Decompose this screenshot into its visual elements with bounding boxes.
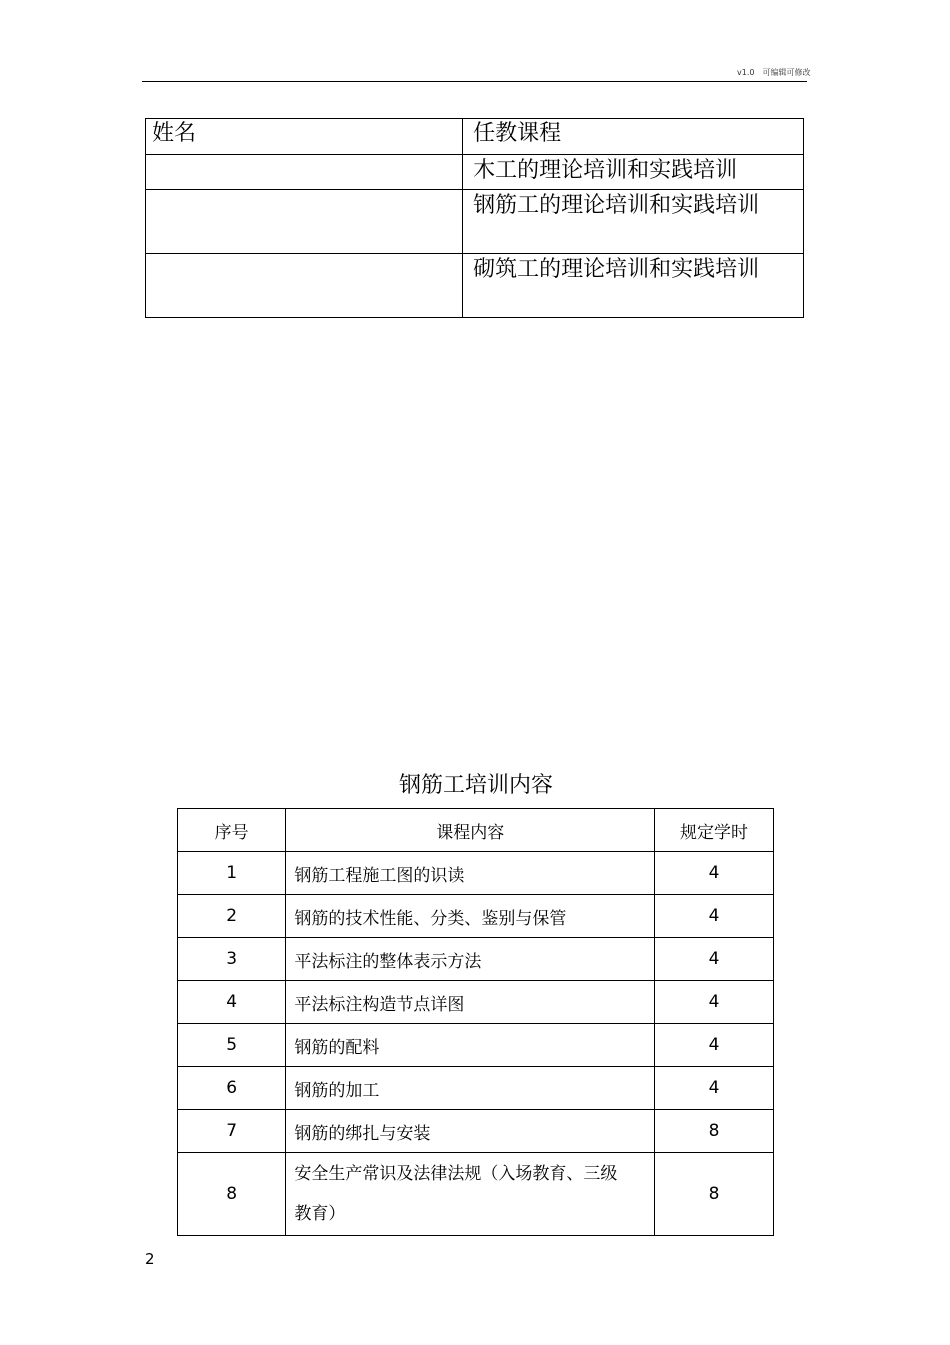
- course-no-cell: 7: [178, 1110, 286, 1153]
- course-content-cell: 平法标注的整体表示方法: [286, 938, 655, 981]
- course-hours-cell: 4: [655, 1067, 774, 1110]
- course-content-cell: 钢筋的加工: [286, 1067, 655, 1110]
- course-hours-cell: 4: [655, 938, 774, 981]
- course-content-cell: 钢筋工程施工图的识读: [286, 852, 655, 895]
- teacher-name-cell: [146, 190, 463, 254]
- course-header-content: 课程内容: [286, 809, 655, 852]
- header-rule: [142, 81, 807, 82]
- table-row: [178, 852, 774, 895]
- course-no-cell: 4: [178, 981, 286, 1024]
- table-row: [178, 938, 774, 981]
- course-content-cell: 钢筋的技术性能、分类、鉴别与保管: [286, 895, 655, 938]
- course-header-no: 序号: [178, 809, 286, 852]
- table-row: [146, 254, 804, 318]
- course-no-cell: 6: [178, 1067, 286, 1110]
- course-no-cell: 3: [178, 938, 286, 981]
- course-hours-cell: 8: [655, 1110, 774, 1153]
- teacher-table-header-row: [146, 119, 804, 155]
- teacher-name-cell: [146, 155, 463, 190]
- teacher-header-course: 任教课程: [463, 119, 804, 155]
- table-row: [178, 981, 774, 1024]
- course-no-cell: 5: [178, 1024, 286, 1067]
- table-row: [178, 1067, 774, 1110]
- course-content-cell: 平法标注构造节点详图: [286, 981, 655, 1024]
- course-hours-cell: 4: [655, 852, 774, 895]
- teacher-course-cell: 砌筑工的理论培训和实践培训: [463, 254, 804, 318]
- teacher-name-cell: [146, 254, 463, 318]
- teacher-header-name: 姓名: [146, 119, 463, 155]
- course-table-header-row: [178, 809, 774, 852]
- page-number: 2: [145, 1250, 155, 1268]
- course-hours-cell: 8: [655, 1153, 774, 1236]
- table-row: [178, 1110, 774, 1153]
- table-row: [146, 190, 804, 254]
- course-header-hours: 规定学时: [655, 809, 774, 852]
- table-row: [178, 1024, 774, 1067]
- course-no-cell: 8: [178, 1153, 286, 1236]
- teacher-table: [145, 118, 804, 318]
- course-hours-cell: 4: [655, 981, 774, 1024]
- course-table: [177, 808, 774, 1236]
- course-hours-cell: 4: [655, 895, 774, 938]
- course-content-cell: 安全生产常识及法律法规（入场教育、三级教育）: [286, 1153, 655, 1236]
- teacher-course-cell: 木工的理论培训和实践培训: [463, 155, 804, 190]
- course-no-cell: 2: [178, 895, 286, 938]
- header-version-text: v1.0 可编辑可修改: [737, 68, 811, 77]
- table-row: [146, 155, 804, 190]
- course-content-cell: 钢筋的绑扎与安装: [286, 1110, 655, 1153]
- table-row: [178, 1153, 774, 1236]
- teacher-course-cell: 钢筋工的理论培训和实践培训: [463, 190, 804, 254]
- course-hours-cell: 4: [655, 1024, 774, 1067]
- course-no-cell: 1: [178, 852, 286, 895]
- course-content-cell: 钢筋的配料: [286, 1024, 655, 1067]
- course-section-title: 钢筋工培训内容: [398, 773, 553, 798]
- table-row: [178, 895, 774, 938]
